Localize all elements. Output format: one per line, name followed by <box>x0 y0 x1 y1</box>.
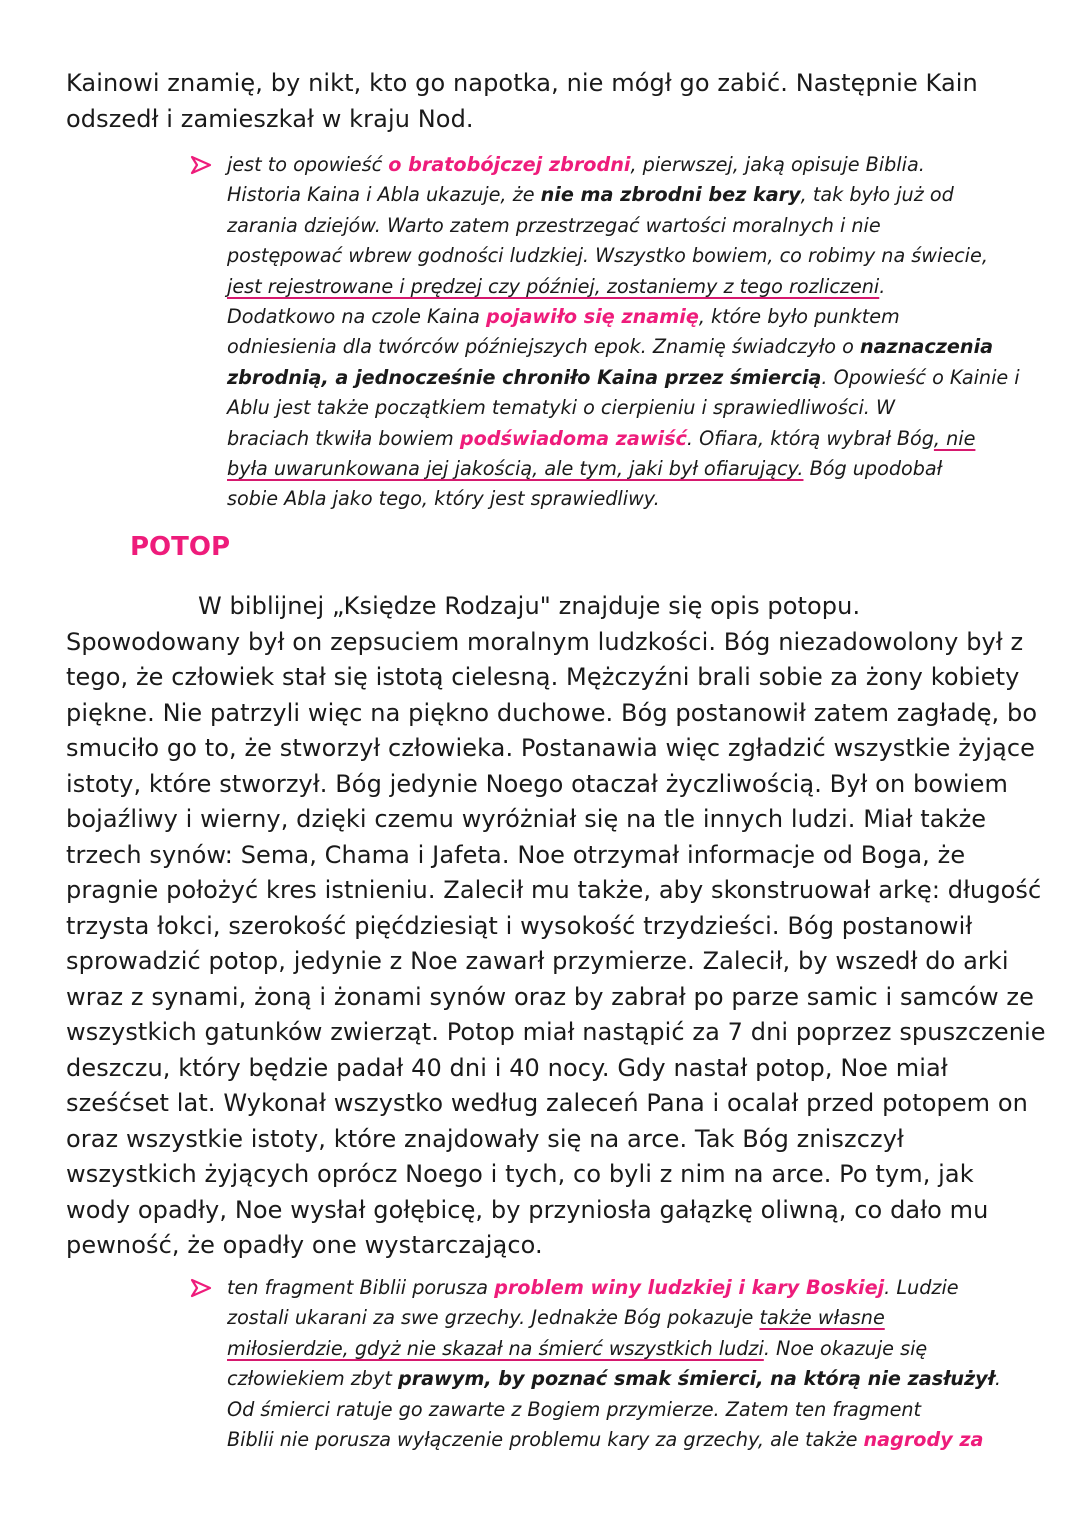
note-line <box>190 1334 1030 1364</box>
text-line: trzech synów: Sema, Chama i Jafeta. Noe otrzymał informacje od Boga, że <box>66 840 966 869</box>
note-text: ten fragment Biblii porusza <box>227 1276 495 1299</box>
text-line: bojaźliwy i wierny, dzięki czemu wyróżniał się na tle innych ludzi. Miał także <box>66 805 987 833</box>
flood-paragraph <box>66 589 1046 1264</box>
highlight-text: podświadoma zawiść <box>459 426 687 450</box>
note-line <box>190 150 1030 180</box>
underlined-text: , nie <box>933 426 976 450</box>
text-line: deszczu, który będzie padał 40 dni i 40 nocy. Gdy nastał potop, Noe miał <box>66 1053 948 1082</box>
text-line: Spowodowany był on zepsuciem moralnym ludzkości. Bóg niezadowolony był z <box>66 627 1024 656</box>
note-line <box>190 332 1030 362</box>
text-line: smuciło go to, że stworzył człowieka. Postanawia więc zgładzić wszystkie żyjące <box>66 734 1036 762</box>
underlined-text: miłosierdzie, gdyż nie skazał na śmierć wszystkich ludzi <box>227 1336 764 1360</box>
text-line: pewność, że opadły one wystarczająco. <box>66 1231 543 1259</box>
underlined-text: była uwarunkowana jej jakością, ale tym, jaki był ofiarujący. <box>227 457 804 481</box>
note-line: postępować wbrew godności ludzkiej. Wszystko bowiem, co robimy na świecie, <box>227 244 988 268</box>
highlight-text: nagrody za <box>863 1428 984 1452</box>
arrow-bullet-icon <box>190 155 212 175</box>
highlight-text: o bratobójczej zbrodni <box>388 153 631 176</box>
note-text: . <box>879 274 886 298</box>
bold-text: naznaczenia <box>859 335 994 359</box>
text-line: wraz z synami, żoną i żonami synów oraz by zabrał po parze samic i samców ze <box>66 982 1034 1011</box>
note-text: . Ludzie <box>884 1276 959 1299</box>
note-text: Dodatkowo na czole Kaina <box>227 305 486 329</box>
text-line: odszedł i zamieszkał w kraju Nod. <box>66 104 474 133</box>
text-line: istoty, które stworzył. Bóg jedynie Noego otaczał życzliwością. Był on bowiem <box>66 769 1008 798</box>
note-line <box>190 1425 1030 1455</box>
bold-text: zbrodnią, a jednocześnie chroniło Kaina przez śmiercią <box>227 365 822 389</box>
text-line: tego, że człowiek stał się istotą cielesną. Mężczyźni brali sobie za żony kobiety <box>66 663 1020 691</box>
text-line: sprowadzić potop, jedynie z Noe zawarł przymierze. Zalecił, by wszedł do arki <box>66 947 1009 975</box>
text-line: W biblijnej „Księdze Rodzaju" znajduje się opis potopu. <box>198 592 861 620</box>
note-line: Ablu jest także początkiem tematyki o cierpieniu i sprawiedliwości. W <box>227 396 895 420</box>
note-text: zostali ukarani za swe grzechy. Jednakże Bóg pokazuje <box>227 1306 760 1330</box>
text-line: sześćset lat. Wykonał wszystko według zaleceń Pana i ocalał przed potopem on <box>66 1089 1028 1117</box>
note-line <box>190 363 1030 393</box>
text-line: wszystkich żyjących oprócz Noego i tych, co byli z nim na arce. Po tym, jak <box>66 1160 974 1188</box>
text-line: Kainowi znamię, by nikt, kto go napotka, nie mógł go zabić. Następnie Kain <box>66 69 978 97</box>
text-line: pragnie położyć kres istnieniu. Zalecił mu także, aby skonstruował arkę: długość <box>66 876 1042 904</box>
bold-text: prawym, by poznać smak śmierci, na którą nie zasłużył <box>397 1367 995 1391</box>
text-line: oraz wszystkie istoty, które znajdowały się na arce. Tak Bóg zniszczył <box>66 1124 904 1153</box>
highlight-text: pojawiło się znamię <box>485 305 699 329</box>
note-line <box>190 1273 1030 1303</box>
arrow-bullet-icon <box>190 1278 212 1298</box>
text-line: trzysta łokci, szerokość pięćdziesiąt i wysokość trzydzieści. Bóg postanowił <box>66 911 973 940</box>
note-line <box>190 424 1030 454</box>
note-text: odniesienia dla twórców późniejszych epok. Znamię świadczyło o <box>227 335 860 359</box>
note-line: Od śmierci ratuje go zawarte z Bogiem przymierze. Zatem ten fragment <box>227 1397 922 1421</box>
note-text: braciach tkwiła bowiem <box>227 426 460 450</box>
note-text: . <box>994 1367 1001 1391</box>
bold-text: nie ma zbrodni bez kary <box>540 183 801 207</box>
section-heading-potop: POTOP <box>130 532 231 562</box>
note-text: , pierwszej, jaką opisuje Biblia. <box>630 153 925 176</box>
note-text: człowiekiem zbyt <box>227 1367 398 1391</box>
note-line <box>190 1303 1030 1333</box>
note-line <box>190 272 1030 302</box>
note-line <box>190 454 1030 484</box>
note-line <box>190 1364 1030 1394</box>
note-text: . Noe okazuje się <box>763 1336 928 1360</box>
note-text: , które było punktem <box>698 305 900 329</box>
text-line: wszystkich gatunków zwierząt. Potop miał nastąpić za 7 dni poprzez spuszczenie <box>66 1018 1046 1046</box>
note-text: jest to opowieść <box>227 153 389 176</box>
underlined-text: także własne <box>759 1306 885 1330</box>
note-text: Bóg upodobał <box>803 457 943 481</box>
note-text: . Ofiara, którą wybrał Bóg <box>686 426 934 450</box>
note-text: Biblii nie porusza wyłączenie problemu kary za grzechy, ale także <box>227 1428 864 1452</box>
note-text: . Opowieść o Kainie i <box>821 365 1020 389</box>
note-text: , tak było już od <box>800 183 954 207</box>
note-line <box>190 302 1030 332</box>
note-line <box>190 180 1030 210</box>
note-guilt-punishment <box>190 1273 1030 1455</box>
intro-paragraph <box>66 66 1026 137</box>
text-line: wody opadły, Noe wysłał gołębicę, by przyniosła gałązkę oliwną, co dało mu <box>66 1195 989 1224</box>
text-line: piękne. Nie patrzyli więc na piękno duchowe. Bóg postanowił zatem zagładę, bo <box>66 698 1038 727</box>
note-cain-abel <box>190 150 1030 515</box>
note-line: zarania dziejów. Warto zatem przestrzegać wartości moralnych i nie <box>227 213 881 237</box>
underlined-text: jest rejestrowane i prędzej czy później, zostaniemy z tego rozliczeni <box>227 274 880 298</box>
highlight-text: problem winy ludzkiej i kary Boskiej <box>494 1276 885 1299</box>
note-text: Historia Kaina i Abla ukazuje, że <box>227 183 541 207</box>
note-line: sobie Abla jako tego, który jest sprawiedliwy. <box>227 487 660 511</box>
